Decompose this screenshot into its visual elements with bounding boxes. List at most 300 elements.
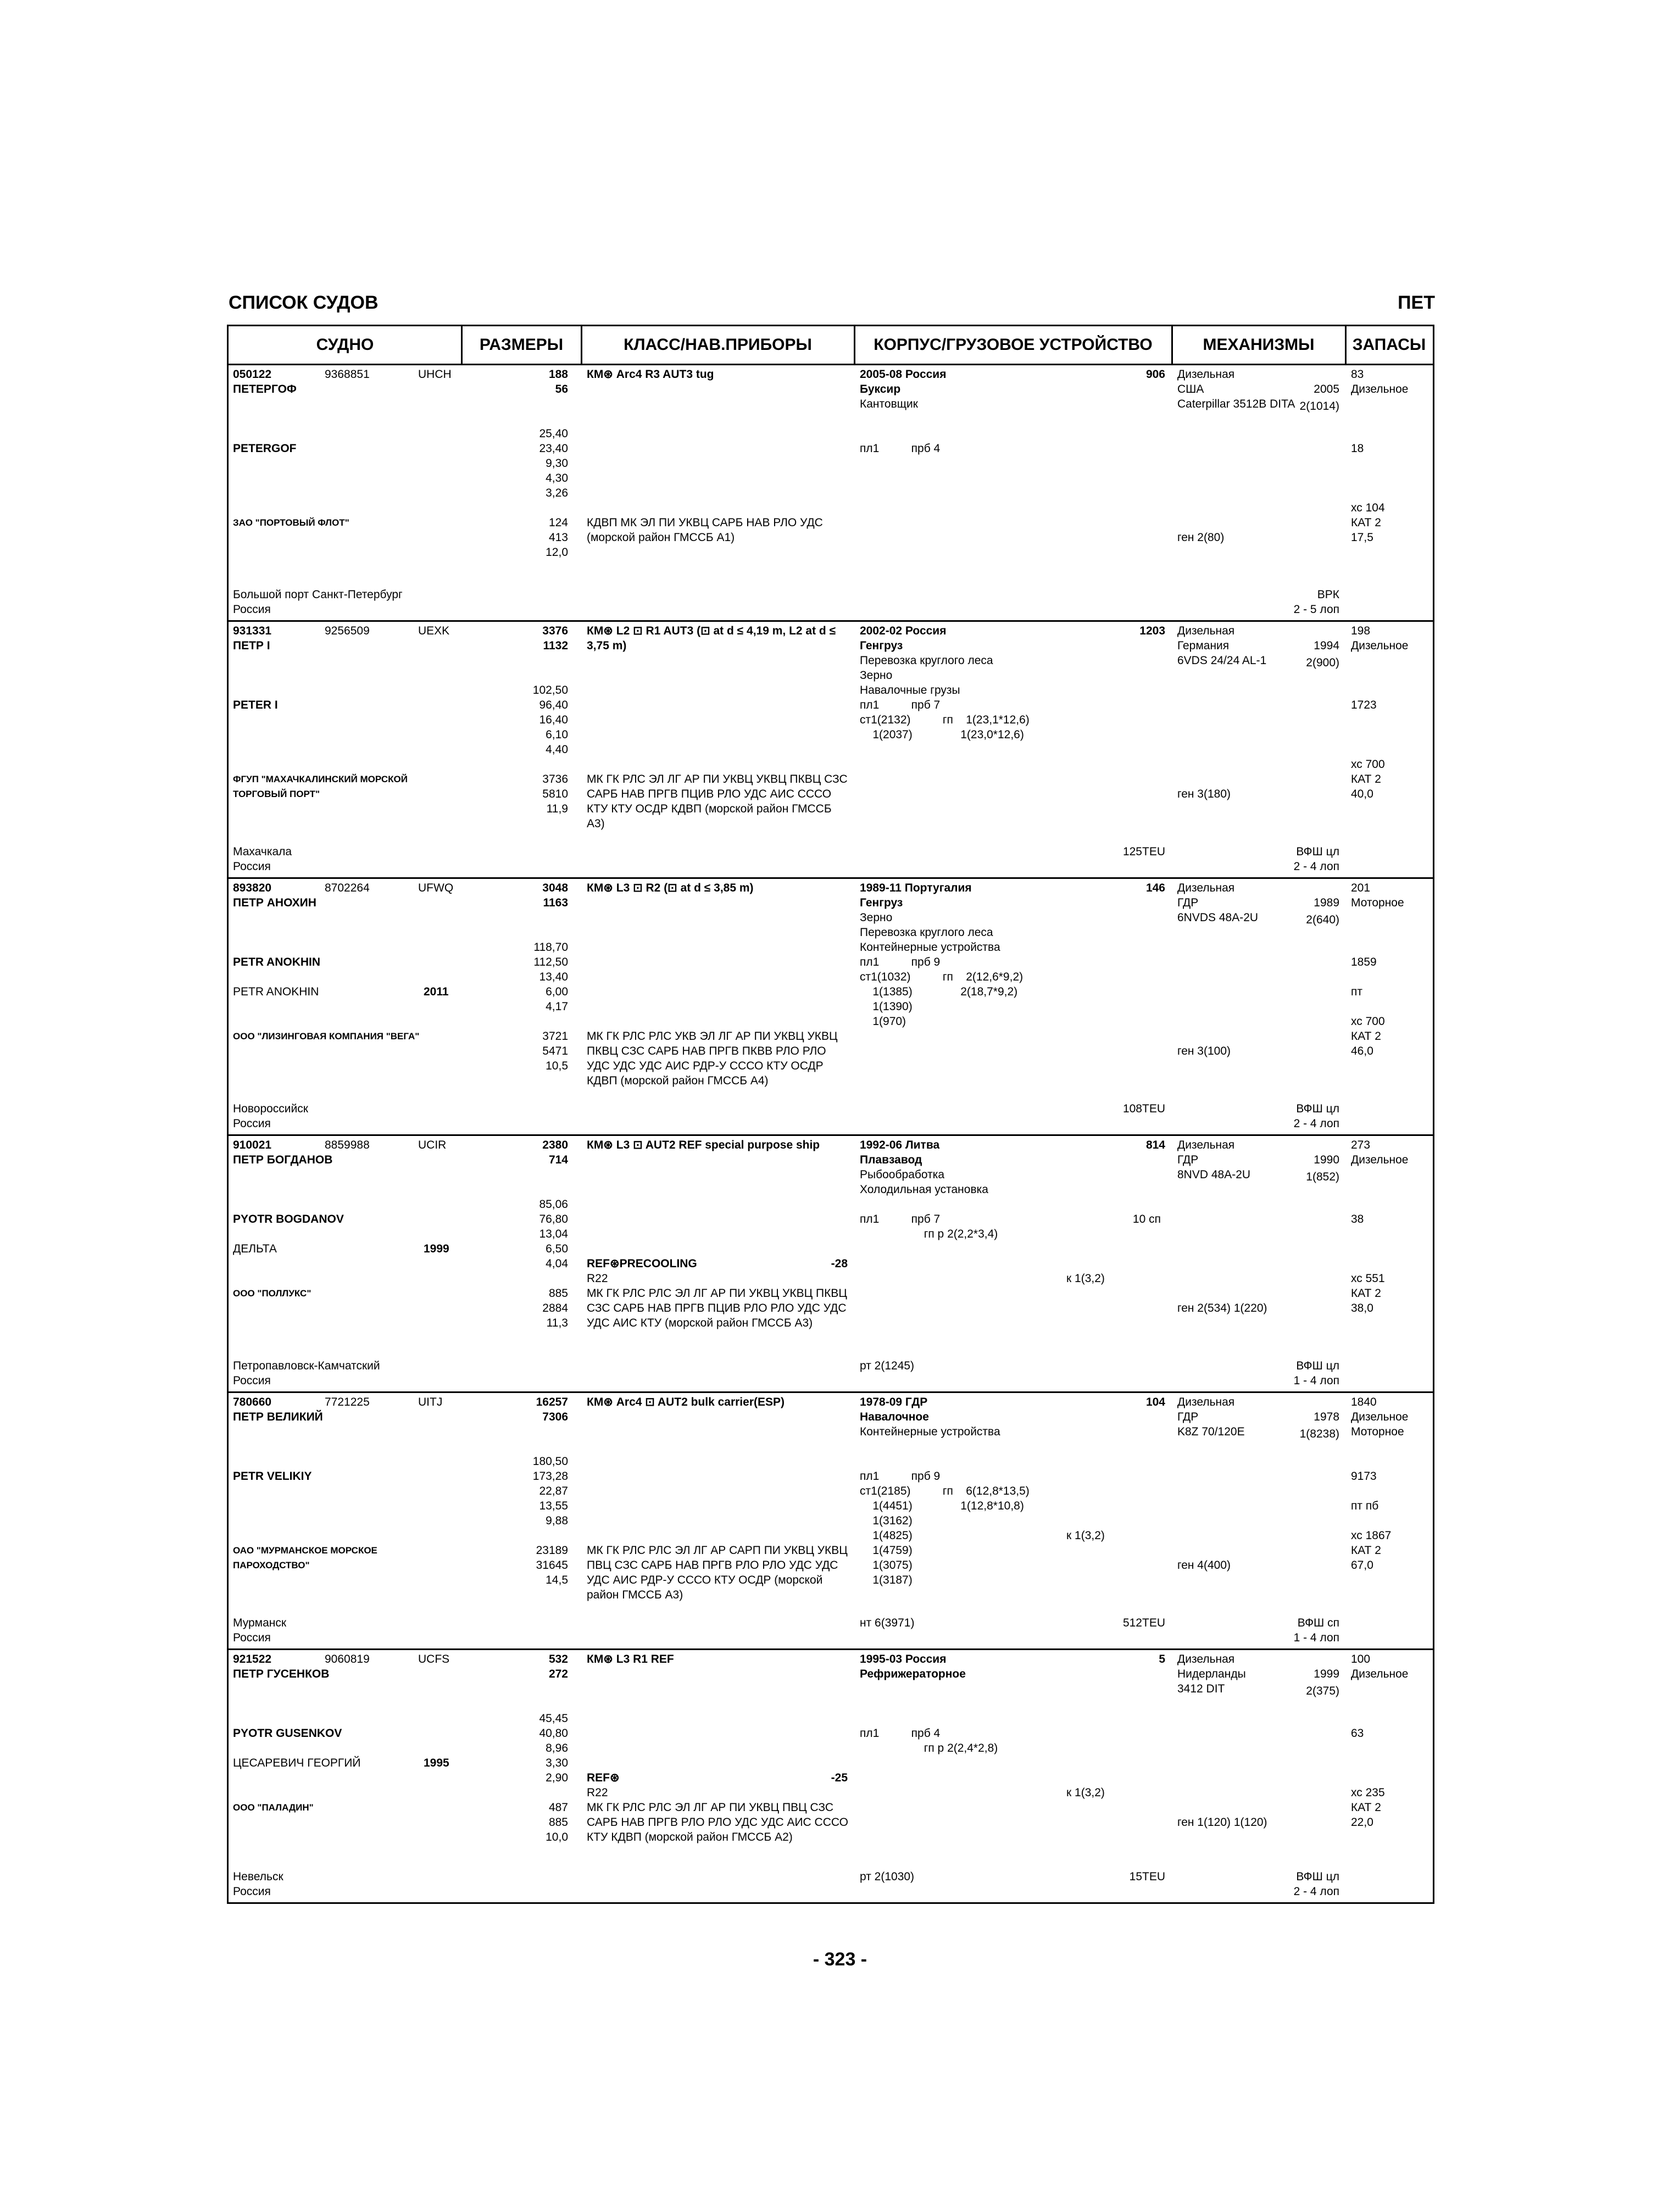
dimension-value: 112,50 [533,956,568,968]
hull-detail: Кантовщик [860,398,918,410]
supply-value: 22,0 [1351,1816,1373,1829]
ship-record [229,1391,1433,1650]
propeller-blades: 2 - 4 лоп [1293,1885,1339,1898]
dimension-value: 56 [555,383,568,395]
supply-value: хс 551 [1351,1272,1385,1285]
engine-power: 2(640) [1306,913,1339,926]
dimension-value: 102,50 [532,684,568,697]
refrigerant-gas: R22 [587,1272,608,1285]
hull-detail: пл1 прб 9 [860,956,941,968]
engine-type: Дизельная [1177,1653,1235,1665]
hull-detail: Рыбообработка [860,1168,945,1181]
dimension-value: 13,04 [539,1228,568,1240]
dimension-value: 23189 [536,1544,568,1557]
hull-detail: Перевозка круглого леса [860,654,993,667]
generators: ген 2(534) 1(220) [1177,1302,1267,1314]
hull-detail: ст1(2185) гп 6(12,8*13,5) [860,1485,1030,1497]
dimension-value: 3721 [542,1030,568,1043]
dimension-value: 5471 [542,1045,568,1057]
engine-year: 1989 [1314,896,1339,909]
hull-detail: 1(1390) [860,1000,913,1013]
hull-tanks: нт 6(3971) [860,1617,915,1629]
dimension-value: 9,88 [546,1514,568,1527]
hull-build: 1995-03 Россия [860,1653,947,1665]
ship-table [227,325,1434,1904]
dimension-value: 22,87 [539,1485,568,1497]
engine-power: 2(375) [1306,1685,1339,1697]
imo-number: 9368851 [325,368,370,381]
hull-tanks: рт 2(1245) [860,1360,915,1372]
dimension-value: 1163 [543,896,568,909]
nav-equipment: КДВП МК ЭЛ ПИ УКВЦ САРБ НАВ РЛО УДС (морской район ГМССБ А1) [587,516,823,544]
propeller-blades: 2 - 4 лоп [1293,1117,1339,1130]
ship-latin-name: PYOTR GUSENKOV [233,1727,342,1740]
propeller-type: ВФШ цл [1296,1870,1339,1883]
dimension-value: 13,40 [539,971,568,983]
dimension-value: 96,40 [539,699,568,711]
hull-detail: 1(2037) 1(23,0*12,6) [860,728,1024,741]
supply-value: 67,0 [1351,1559,1373,1572]
dimension-value: 3376 [542,625,568,637]
generators: ген 1(120) 1(120) [1177,1816,1267,1829]
engine-country: ГДР [1177,896,1199,909]
supply-value: Моторное [1351,1425,1404,1438]
hull-gross-tonnage: 104 [1145,1396,1165,1408]
supply-value: 198 [1351,625,1371,637]
engine-type: Дизельная [1177,368,1235,381]
dimension-value: 4,40 [546,743,568,756]
home-port: Новороссийск [233,1102,308,1115]
hull-cargo: 10 сп [1132,1213,1161,1225]
flag-country: Россия [233,1631,271,1644]
column-header-ship: СУДНО [316,336,374,354]
column-divider [1345,326,1347,364]
container-capacity: 108TEU [1122,1102,1165,1115]
refrigeration-class: REF⊛ [587,1772,620,1784]
supply-value: 38,0 [1351,1302,1373,1314]
hull-detail: пл1 прб 9 [860,1470,941,1483]
supply-value: хс 700 [1351,758,1385,771]
imo-number: 9060819 [325,1653,370,1665]
dimension-value: 532 [548,1653,568,1665]
dimension-value: 3,30 [546,1757,568,1769]
former-name: PETR ANOKHIN [233,985,319,998]
home-port: Махачкала [233,845,292,858]
engine-year: 1994 [1314,639,1339,652]
supply-value: КАТ 2 [1351,516,1381,529]
column-header-dimensions: РАЗМЕРЫ [479,336,564,354]
propeller-type: ВРК [1317,588,1339,601]
ship-name: ПЕТР ГУСЕНКОВ [233,1668,330,1680]
supply-value: 1840 [1351,1396,1377,1408]
supply-value: КАТ 2 [1351,1287,1381,1300]
owner-name: ООО "ПАЛАДИН" [233,1802,314,1813]
hull-detail: Плавзавод [860,1154,922,1166]
engine-year: 1990 [1314,1154,1339,1166]
dimension-value: 124 [548,516,568,529]
page-title: СПИСОК СУДОВ [229,292,379,313]
ship-record [229,364,1433,622]
container-capacity: 125TEU [1122,845,1165,858]
column-header-supplies: ЗАПАСЫ [1352,336,1426,354]
hull-detail: Перевозка круглого леса [860,926,993,939]
class-notation: КМ⊛ L3 R1 REF [587,1653,674,1665]
owner-name: ООО "ПОЛЛУКС" [233,1288,311,1299]
propeller-type: ВФШ цл [1296,845,1339,858]
column-header-hull: КОРПУС/ГРУЗОВОЕ УСТРОЙСТВО [874,336,1153,354]
propeller-blades: 2 - 5 лоп [1293,603,1339,616]
supply-value: 46,0 [1351,1045,1373,1057]
call-sign: UFWQ [418,882,454,894]
supply-value: Дизельное [1351,1668,1409,1680]
hull-gross-tonnage: 1203 [1139,625,1165,637]
nav-equipment: МК ГК РЛС РЛС ЭЛ ЛГ АР ПИ УКВЦ ПВЦ СЗС САРБ НАВ ПРГВ РЛО РЛО УДС УДС АИС СССО КТУ КДВП (морской район ГМССБ А2) [587,1801,848,1843]
engine-type: Дизельная [1177,1139,1235,1151]
dimension-value: 4,04 [546,1257,568,1270]
dimension-value: 23,40 [539,442,568,455]
registry-number: 780660 [233,1396,272,1408]
flag-country: Россия [233,1885,271,1898]
supply-value: КАТ 2 [1351,1030,1381,1043]
supply-value: 273 [1351,1139,1371,1151]
refrigeration-temp: -25 [831,1772,848,1784]
hull-build: 1989-11 Португалия [860,882,972,894]
hull-gross-tonnage: 146 [1145,882,1165,894]
dimension-value: 1132 [543,639,568,652]
dimension-value: 7306 [542,1411,568,1423]
column-header-class: КЛАСС/НАВ.ПРИБОРЫ [624,336,812,354]
registry-number: 893820 [233,882,272,894]
former-name: ЦЕСАРЕВИЧ ГЕОРГИЙ [233,1757,361,1769]
ship-record [229,1648,1433,1902]
hull-detail: Рефрижераторное [860,1668,966,1680]
hull-build: 2002-02 Россия [860,625,947,637]
supply-value: 1723 [1351,699,1377,711]
dimension-value: 11,3 [546,1317,568,1329]
ship-record [229,1134,1433,1393]
nav-equipment: МК ГК РЛС РЛС УКВ ЭЛ ЛГ АР ПИ УКВЦ УКВЦ ПКВЦ СЗС САРБ НАВ ПРГВ ПКВВ РЛО РЛО УДС УДС УДС АИС РДР-У СССО КТУ ОСДР КДВП (морской район ГМССБ А4) [587,1030,838,1087]
hull-detail: Контейнерные устройства [860,941,1000,954]
column-header-machinery: МЕХАНИЗМЫ [1203,336,1315,354]
supply-value: Дизельное [1351,1154,1409,1166]
former-name-year: 2011 [424,985,449,998]
engine-power: 1(8238) [1299,1428,1339,1440]
container-capacity: 15TEU [1129,1870,1165,1883]
ship-name: ПЕТР АНОХИН [233,896,316,909]
supply-value: КАТ 2 [1351,1544,1381,1557]
ship-latin-name: PYOTR BOGDANOV [233,1213,344,1225]
hull-detail: 1(1385) 2(18,7*9,2) [860,985,1018,998]
engine-power: 2(1014) [1299,400,1339,413]
class-notation: КМ⊛ Arc4 R3 AUT3 tug [587,368,714,381]
hull-detail: 1(4759) [860,1544,913,1557]
engine-type: Дизельная [1177,882,1235,894]
propeller-type: ВФШ цл [1296,1102,1339,1115]
supply-value: 201 [1351,882,1371,894]
hull-detail: ст1(2132) гп 1(23,1*12,6) [860,714,1030,726]
supply-value: 17,5 [1351,531,1373,544]
hull-gross-tonnage: 906 [1145,368,1165,381]
table-header [229,326,1433,365]
flag-country: Россия [233,1374,271,1387]
propeller-type: ВФШ цл [1296,1360,1339,1372]
class-notation: КМ⊛ L3 ⊡ AUT2 REF special purpose ship [587,1139,820,1151]
nav-equipment: МК ГК РЛС РЛС ЭЛ ЛГ АР ПИ УКВЦ УКВЦ ПКВЦ СЗС САРБ НАВ ПРГВ ПЦИВ РЛО РЛО УДС УДС УДС АИС КТУ (морской район ГМССБ А3) [587,1287,847,1329]
hull-crane: к 1(3,2) [1066,1786,1105,1799]
class-notation: КМ⊛ Arc4 ⊡ AUT2 bulk carrier(ESP) [587,1396,785,1408]
supply-value: Дизельное [1351,1411,1409,1423]
registry-number: 931331 [233,625,272,637]
engine-power: 1(852) [1306,1171,1339,1183]
registry-number: 921522 [233,1653,272,1665]
owner-name: ФГУП "МАХАЧКАЛИНСКИЙ МОРСКОЙ ТОРГОВЫЙ ПОРТ" [233,774,408,799]
hull-detail: Навалочное [860,1411,929,1423]
engine-year: 1978 [1314,1411,1339,1423]
supply-value: 1859 [1351,956,1377,968]
nav-equipment: МК ГК РЛС РЛС ЭЛ ЛГ АР САРП ПИ УКВЦ УКВЦ ПВЦ СЗС САРБ НАВ ПРГВ РЛО РЛО УДС УДС УДС АИС РДР-У СССО КТУ ОСДР (морской район ГМССБ А3) [587,1544,848,1601]
engine-model: 6NVDS 48A-2U [1177,911,1259,924]
dimension-value: 12,0 [546,546,568,559]
dimension-value: 885 [548,1287,568,1300]
engine-type: Дизельная [1177,625,1235,637]
generators: ген 4(400) [1177,1559,1231,1572]
hull-detail: Зерно [860,669,893,682]
dimension-value: 714 [548,1154,568,1166]
dimension-value: 5810 [542,788,568,800]
engine-power: 2(900) [1306,656,1339,669]
imo-number: 7721225 [325,1396,370,1408]
registry-number: 910021 [233,1139,272,1151]
call-sign: UEXK [418,625,450,637]
refrigeration-temp: -28 [831,1257,848,1270]
class-notation: КМ⊛ L2 ⊡ R1 AUT3 (⊡ at d ≤ 4,19 m, L2 at d ≤ 3,75 m) [587,625,836,652]
flag-country: Россия [233,860,271,873]
dimension-value: 10,5 [546,1060,568,1072]
ship-name: ПЕТЕРГОФ [233,383,297,395]
flag-country: Россия [233,603,271,616]
hull-detail: 1(3162) [860,1514,913,1527]
dimension-value: 25,40 [539,427,568,440]
dimension-value: 885 [548,1816,568,1829]
hull-detail: пл1 прб 7 [860,699,941,711]
column-divider [854,326,855,364]
dimension-value: 11,9 [546,803,568,815]
owner-name: ОАО "МУРМАНСКОЕ МОРСКОЕ ПАРОХОДСТВО" [233,1545,377,1570]
dimension-value: 3,26 [546,487,568,499]
supply-value: Дизельное [1351,639,1409,652]
generators: ген 2(80) [1177,531,1225,544]
engine-country: ГДР [1177,1154,1199,1166]
propeller-type: ВФШ сп [1297,1617,1339,1629]
column-divider [1171,326,1173,364]
hull-crane: к 1(3,2) [1066,1529,1105,1542]
dimension-value: 8,96 [546,1742,568,1754]
home-port: Невельск [233,1870,283,1883]
propeller-blades: 1 - 4 лоп [1293,1631,1339,1644]
call-sign: UHCH [418,368,452,381]
former-name-year: 1999 [424,1243,449,1255]
dimension-value: 2380 [542,1139,568,1151]
dimension-value: 3048 [542,882,568,894]
flag-country: Россия [233,1117,271,1130]
supply-value: Дизельное [1351,383,1409,395]
hull-build: 2005-08 Россия [860,368,947,381]
engine-year: 2005 [1314,383,1339,395]
engine-country: ГДР [1177,1411,1199,1423]
call-sign: UCIR [418,1139,447,1151]
hull-detail: пл1 прб 4 [860,442,941,455]
nav-equipment: МК ГК РЛС ЭЛ ЛГ АР ПИ УКВЦ УКВЦ ПКВЦ СЗС САРБ НАВ ПРГВ ПЦИВ РЛО УДС АИС СССО КТУ КТУ ОСДР КДВП (морской район ГМССБ А3) [587,773,848,830]
hull-crane: к 1(3,2) [1066,1272,1105,1285]
supply-value: 40,0 [1351,788,1373,800]
supply-value: КАТ 2 [1351,773,1381,786]
dimension-value: 4,30 [546,472,568,484]
call-sign: UITJ [418,1396,443,1408]
imo-number: 9256509 [325,625,370,637]
dimension-value: 6,00 [546,985,568,998]
supply-value: 83 [1351,368,1364,381]
ship-name: ПЕТР ВЕЛИКИЙ [233,1411,323,1423]
hull-detail: ст1(1032) гп 2(12,6*9,2) [860,971,1023,983]
engine-model: 3412 DIT [1177,1683,1225,1695]
column-divider [461,326,463,364]
supply-value: хс 235 [1351,1786,1385,1799]
supply-value: 9173 [1351,1470,1377,1483]
section-code: ПЕТ [1398,292,1435,313]
engine-country: Германия [1177,639,1230,652]
imo-number: 8859988 [325,1139,370,1151]
dimension-value: 40,80 [539,1727,568,1740]
hull-detail: 1(4825) [860,1529,913,1542]
owner-name: ООО "ЛИЗИНГОВАЯ КОМПАНИЯ "ВЕГА" [233,1031,420,1041]
hull-detail: пл1 прб 7 [860,1213,941,1225]
supply-value: пт [1351,985,1362,998]
hull-detail: 1(3075) [860,1559,913,1572]
dimension-value: 413 [548,531,568,544]
hull-gross-tonnage: 5 [1159,1653,1165,1665]
ship-name: ПЕТР БОГДАНОВ [233,1154,333,1166]
dimension-value: 31645 [536,1559,568,1572]
refrigeration-class: REF⊛PRECOOLING [587,1257,697,1270]
hull-detail: 1(3187) [860,1574,913,1586]
imo-number: 8702264 [325,882,370,894]
dimension-value: 16,40 [539,714,568,726]
dimension-value: 9,30 [546,457,568,470]
hull-detail: Навалочные грузы [860,684,960,697]
refrigerant-gas: R22 [587,1786,608,1799]
hull-detail: Генгруз [860,639,903,652]
dimension-value: 188 [548,368,568,381]
home-port: Петропавловск-Камчатский [233,1360,380,1372]
ship-latin-name: PETER I [233,699,278,711]
hull-build: 1992-06 Литва [860,1139,940,1151]
dimension-value: 180,50 [532,1455,568,1468]
hull-detail: Контейнерные устройства [860,1425,1000,1438]
engine-country: Нидерланды [1177,1668,1246,1680]
propeller-blades: 2 - 4 лоп [1293,860,1339,873]
dimension-value: 85,06 [539,1198,568,1211]
hull-detail: Генгруз [860,896,903,909]
supply-value: 38 [1351,1213,1364,1225]
column-divider [581,326,582,364]
supply-value: 100 [1351,1653,1371,1665]
hull-detail: Зерно [860,911,893,924]
class-notation: КМ⊛ L3 ⊡ R2 (⊡ at d ≤ 3,85 m) [587,882,754,894]
supply-value: хс 1867 [1351,1529,1392,1542]
container-capacity: 512TEU [1122,1617,1165,1629]
page-number: - 323 - [813,1949,867,1970]
dimension-value: 487 [548,1801,568,1814]
dimension-value: 118,70 [533,941,568,954]
ship-record [229,877,1433,1136]
hull-detail: 1(970) [860,1015,906,1028]
hull-tanks: рт 2(1030) [860,1870,915,1883]
dimension-value: 173,28 [532,1470,568,1483]
engine-type: Дизельная [1177,1396,1235,1408]
dimension-value: 13,55 [539,1500,568,1512]
supply-value: Моторное [1351,896,1404,909]
supply-value: хс 700 [1351,1015,1385,1028]
engine-model: K8Z 70/120E [1177,1425,1245,1438]
supply-value: 18 [1351,442,1364,455]
supply-value: хс 104 [1351,502,1385,514]
ship-record [229,620,1433,879]
ship-latin-name: PETERGOF [233,442,297,455]
dimension-value: 3736 [542,773,568,786]
dimension-value: 45,45 [539,1712,568,1725]
hull-detail: гп р 2(2,2*3,4) [860,1228,998,1240]
hull-detail: Буксир [860,383,901,395]
dimension-value: 2884 [542,1302,568,1314]
hull-build: 1978-09 ГДР [860,1396,928,1408]
hull-detail: пл1 прб 4 [860,1727,941,1740]
engine-model: Caterpillar 3512B DITA [1177,398,1295,410]
dimension-value: 10,0 [546,1831,568,1843]
hull-detail: гп р 2(2,4*2,8) [860,1742,998,1754]
hull-detail: 1(4451) 1(12,8*10,8) [860,1500,1024,1512]
supply-value: 63 [1351,1727,1364,1740]
call-sign: UCFS [418,1653,450,1665]
dimension-value: 6,50 [546,1243,568,1255]
hull-gross-tonnage: 814 [1145,1139,1165,1151]
dimension-value: 2,90 [546,1772,568,1784]
propeller-blades: 1 - 4 лоп [1293,1374,1339,1387]
former-name-year: 1995 [424,1757,449,1769]
engine-model: 8NVD 48A-2U [1177,1168,1251,1181]
ship-name: ПЕТР I [233,639,270,652]
engine-country: США [1177,383,1204,395]
ship-latin-name: PETR VELIKIY [233,1470,312,1483]
supply-value: пт пб [1351,1500,1379,1512]
dimension-value: 4,17 [546,1000,568,1013]
owner-name: ЗАО "ПОРТОВЫЙ ФЛОТ" [233,517,349,528]
engine-year: 1999 [1314,1668,1339,1680]
dimension-value: 6,10 [546,728,568,741]
hull-detail: Холодильная установка [860,1183,988,1196]
dimension-value: 76,80 [539,1213,568,1225]
dimension-value: 16257 [536,1396,568,1408]
supply-value: КАТ 2 [1351,1801,1381,1814]
home-port: Большой порт Санкт-Петербург [233,588,403,601]
generators: ген 3(180) [1177,788,1231,800]
former-name: ДЕЛЬТА [233,1243,277,1255]
registry-number: 050122 [233,368,272,381]
generators: ген 3(100) [1177,1045,1231,1057]
engine-model: 6VDS 24/24 AL-1 [1177,654,1267,667]
ship-latin-name: PETR ANOKHIN [233,956,321,968]
home-port: Мурманск [233,1617,287,1629]
dimension-value: 272 [548,1668,568,1680]
